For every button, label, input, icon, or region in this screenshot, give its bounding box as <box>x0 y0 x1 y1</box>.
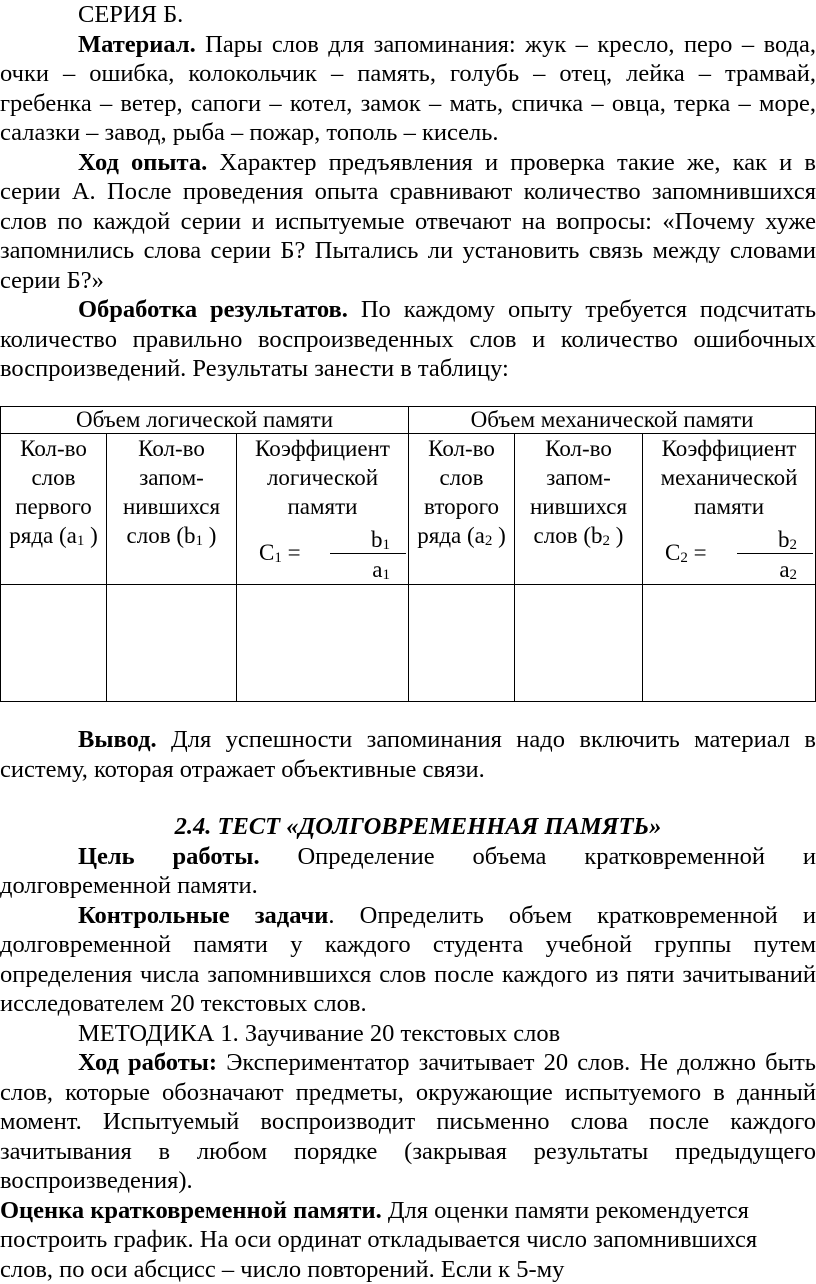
results-table <box>0 406 816 702</box>
course-text: Характер предъявления и проверка такие же, как и в серии А. После проведения опыта сравнивают количество запомнившихся слов по каждой серии и испытуемые отвечают на вопросы: «Почему хуже запомнились слова серии Б? Пытались ли установить связь между словами серии Б?» <box>0 149 816 294</box>
evaluation-paragraph <box>0 1196 816 1284</box>
processing-text: По каждому опыту требуется подсчитать количество правильно воспроизведенных слов и количество ошибочных воспроизведений. Результаты занести в таблицу: <box>0 296 816 382</box>
material-text: Пары слов для запоминания: жук – кресло, перо – вода, очки – ошибка, колокольчик – память, голубь – отец, лейка – трамвай, гребенка – ветер, сапоги – котел, замок – мать, спичка – овца, терка – море, салазки – завод, рыба – пожар, тополь – кисель. <box>0 31 816 147</box>
col-logical-coefficient <box>237 434 409 585</box>
table-cell <box>1 585 107 702</box>
col-mechanical-coefficient <box>643 434 816 585</box>
conclusion-label: Вывод. <box>78 726 157 753</box>
conclusion-paragraph <box>0 725 816 784</box>
col-remembered-count-2: Кол-во запом-нившихся слов ($b_2$ ) <box>515 434 643 585</box>
work-paragraph <box>0 1048 816 1196</box>
table-row <box>1 585 816 702</box>
formula-b1: $b_1$ <box>371 525 390 554</box>
table-cell <box>237 585 409 702</box>
series-heading: СЕРИЯ Б. <box>0 0 816 30</box>
method-heading: МЕТОДИКА 1. Заучивание 20 текстовых слов <box>0 1019 816 1049</box>
tasks-label: Контрольные задачи <box>78 902 328 929</box>
formula-c1: $C_1$ = <box>259 538 301 567</box>
evaluation-text: Для оценки памяти рекомендуется построить график. На оси ординат откладывается число запомнившихся слов, по оси абсцисс – число повторений. Если к 5-му <box>0 1197 757 1283</box>
col-first-row-count: Кол-во слов первого ряда ($a_1$ ) <box>1 434 107 585</box>
formula-a1: $a_1$ <box>372 555 390 584</box>
material-paragraph <box>0 30 816 148</box>
tasks-text: . Определить объем кратковременной и долговременной памяти у каждого студента учебной группы путем определения числа запомнившихся слов после каждого из пяти зачитываний исследователем 20 текстовых слов. <box>0 902 816 1018</box>
goal-paragraph <box>0 842 816 901</box>
course-paragraph <box>0 148 816 296</box>
formula-c2: $C_2$ = <box>665 538 707 567</box>
table-cell <box>409 585 515 702</box>
processing-paragraph <box>0 295 816 384</box>
col-remembered-count-1: Кол-во запом-нившихся слов ($b_1$ ) <box>107 434 237 585</box>
after-table-content <box>0 725 816 1284</box>
course-label: Ход опыта. <box>78 149 207 176</box>
fraction-line <box>737 553 813 554</box>
mechanical-memory-header: Объем механической памяти <box>409 407 816 434</box>
mechanical-coefficient-label: Коэффициент механической памяти <box>643 434 815 521</box>
goal-label: Цель работы. <box>78 843 260 870</box>
material-label: Материал. <box>78 31 196 58</box>
section-title: 2.4. ТЕСТ «ДОЛГОВРЕМЕННАЯ ПАМЯТЬ» <box>0 812 816 842</box>
table-group-row <box>1 407 816 434</box>
tasks-paragraph <box>0 901 816 1019</box>
formula-b2: $b_2$ <box>778 525 797 554</box>
fraction-line <box>330 553 406 554</box>
table-column-row <box>1 434 816 585</box>
logical-memory-header: Объем логической памяти <box>1 407 409 434</box>
table-cell <box>515 585 643 702</box>
processing-label: Обработка результатов. <box>78 296 348 323</box>
table-cell <box>107 585 237 702</box>
work-label: Ход работы: <box>78 1049 217 1076</box>
table-cell <box>643 585 816 702</box>
logical-coefficient-label: Коэффициент логической памяти <box>237 434 408 521</box>
work-text: Экспериментатор зачитывает 20 слов. Не должно быть слов, которые обозначают предметы, окружающие испытуемого в данный момент. Испытуемый воспроизводит письменно слова после каждого зачитывания в любом порядке (закрывая результаты предыдущего воспроизведения). <box>0 1049 816 1194</box>
evaluation-label: Оценка кратковременной памяти. <box>0 1197 382 1224</box>
formula-a2: $a_2$ <box>779 555 797 584</box>
col-second-row-count: Кол-во слов второго ряда ($a_2$ ) <box>409 434 515 585</box>
document-page <box>0 0 816 384</box>
goal-text: Определение объема кратковременной и долговременной памяти. <box>0 843 816 900</box>
conclusion-text: Для успешности запоминания надо включить материал в систему, которая отражает объективные связи. <box>0 726 816 783</box>
